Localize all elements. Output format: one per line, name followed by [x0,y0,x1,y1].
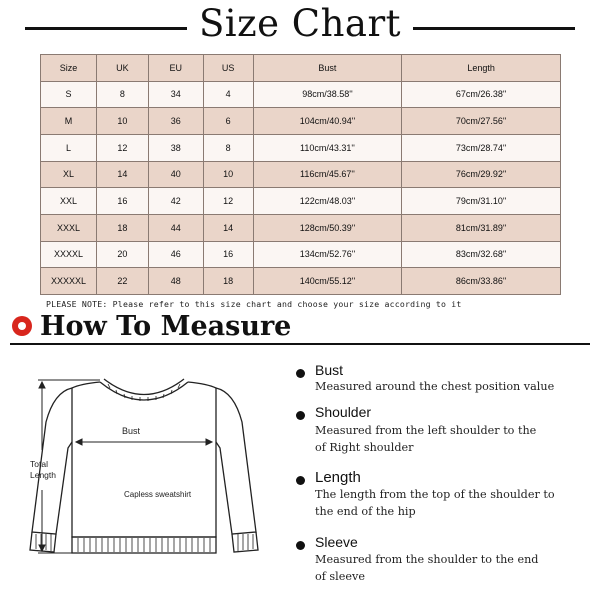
table-row [41,214,561,241]
cell-eu: 48 [148,268,203,295]
table-row [41,188,561,215]
total-length-label-2: Length [30,470,56,480]
cell-length: 76cm/29.92'' [402,161,561,188]
cell-bust: 134cm/52.76'' [253,241,402,268]
table-row [41,108,561,135]
cell-us: 8 [203,134,253,161]
header-length: Length [402,55,561,82]
measure-desc [315,422,595,456]
record-icon [12,316,32,336]
measure-label: Shoulder [315,404,372,420]
cell-bust: 98cm/38.58'' [253,81,402,108]
header-us: US [203,55,253,82]
table-row [41,134,561,161]
measure-item-sleeve [296,534,596,586]
bullet-icon [296,411,305,420]
cell-bust: 140cm/55.12'' [253,268,402,295]
cell-length: 86cm/33.86'' [402,268,561,295]
measure-desc [315,378,595,395]
cell-uk: 18 [96,214,148,241]
table-row [41,241,561,268]
header-size: Size [41,55,97,82]
cell-bust: 122cm/48.03'' [253,188,402,215]
measure-item-length [296,469,596,521]
cell-eu: 36 [148,108,203,135]
total-length-label-1: Total [30,459,48,469]
measure-desc [315,486,595,520]
cell-us: 12 [203,188,253,215]
size-chart-header [0,0,600,50]
table-header-row [41,55,561,82]
cell-length: 81cm/31.89'' [402,214,561,241]
size-note: PLEASE NOTE: Please refer to this size chart and choose your size according to it [46,299,462,309]
measure-desc [315,551,595,585]
bullet-icon [296,369,305,378]
measure-desc-line: Measured around the chest position value [315,380,555,393]
cell-size: XL [41,161,97,188]
cell-eu: 42 [148,188,203,215]
table-row [41,161,561,188]
bullet-icon [296,476,305,485]
cell-length: 70cm/27.56'' [402,108,561,135]
cell-us: 16 [203,241,253,268]
cell-size: M [41,108,97,135]
cell-bust: 104cm/40.94'' [253,108,402,135]
size-chart-title: Size Chart [0,2,600,45]
measure-label: Length [315,469,361,486]
cell-length: 83cm/32.68'' [402,241,561,268]
cell-uk: 8 [96,81,148,108]
cell-us: 6 [203,108,253,135]
cell-uk: 14 [96,161,148,188]
header-eu: EU [148,55,203,82]
how-to-measure-title: How To Measure [40,311,292,342]
size-table [40,54,561,295]
cell-bust: 116cm/45.67'' [253,161,402,188]
cell-eu: 44 [148,214,203,241]
cell-bust: 128cm/50.39'' [253,214,402,241]
cell-us: 18 [203,268,253,295]
cell-eu: 46 [148,241,203,268]
cell-us: 4 [203,81,253,108]
measure-label: Sleeve [315,534,358,550]
cell-uk: 16 [96,188,148,215]
right-sleeve-outline [216,388,256,534]
cell-eu: 40 [148,161,203,188]
cell-us: 10 [203,161,253,188]
bullet-icon [296,541,305,550]
cell-bust: 110cm/43.31'' [253,134,402,161]
cell-size: XXXL [41,214,97,241]
cell-size: L [41,134,97,161]
measure-desc-line: The length from the top of the shoulder to [315,488,555,501]
garment-label: Capless sweatshirt [124,490,192,499]
header-bust: Bust [253,55,402,82]
table-row [41,81,561,108]
measure-label: Bust [315,362,344,378]
cell-uk: 12 [96,134,148,161]
measure-item-shoulder [296,404,596,456]
cell-size: XXXXXL [41,268,97,295]
table-row [41,268,561,295]
cell-eu: 38 [148,134,203,161]
cell-uk: 22 [96,268,148,295]
bust-label: Bust [122,426,141,436]
cell-length: 73cm/28.74'' [402,134,561,161]
section-divider [10,343,590,345]
cell-size: XXL [41,188,97,215]
measure-desc-line: Measured from the shoulder to the end [315,553,539,566]
cell-us: 14 [203,214,253,241]
measure-desc-line: of Right shoulder [315,441,414,454]
header-uk: UK [96,55,148,82]
cell-uk: 10 [96,108,148,135]
measure-desc-line: Measured from the left shoulder to the [315,424,537,437]
measure-item-bust [296,362,596,398]
cell-eu: 34 [148,81,203,108]
cell-length: 67cm/26.38'' [402,81,561,108]
sweatshirt-diagram [0,352,290,592]
measure-desc-line: the end of the hip [315,505,416,518]
cell-size: XXXXL [41,241,97,268]
cell-length: 79cm/31.10'' [402,188,561,215]
sweatshirt-body-outline [72,382,216,537]
cell-size: S [41,81,97,108]
measure-desc-line: of sleeve [315,570,365,583]
cell-uk: 20 [96,241,148,268]
